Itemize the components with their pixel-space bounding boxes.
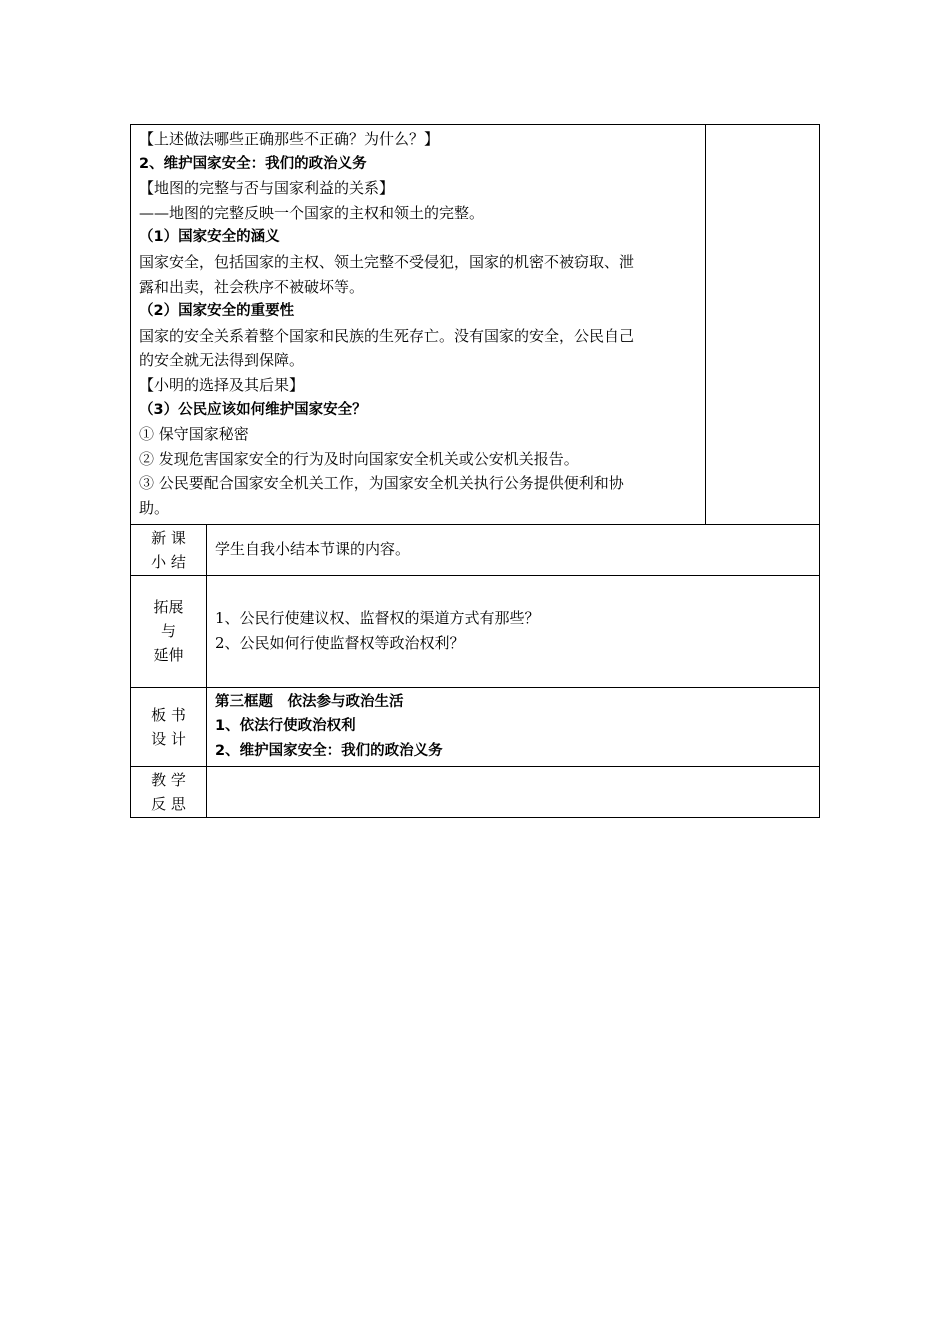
summary-label-line-1: 新 课 [151, 528, 186, 547]
extension-item-1: 1、公民行使建议权、监督权的渠道方式有那些？ [215, 609, 540, 628]
reflection-label-line-1: 教 学 [151, 771, 186, 790]
board-point-1: 1、依法行使政治权利 [215, 718, 356, 735]
content-line: 国家的安全关系着整个国家和民族的生死存亡。没有国家的安全，公民自己 [139, 326, 635, 345]
content-line: 露和出卖，社会秩序不被破坏等。 [139, 277, 365, 296]
extension-item-2: 2、公民如何行使监督权等政治权利？ [215, 634, 465, 652]
board-row [131, 687, 820, 767]
notes-cell [706, 125, 820, 525]
main-content-lines [139, 127, 697, 521]
content-line: （2）国家安全的重要性 [139, 303, 295, 320]
content-line: ① 保守国家秘密 [139, 425, 249, 444]
summary-text: 学生自我小结本节课的内容。 [215, 540, 411, 559]
reflection-label-line-2: 反 思 [151, 795, 186, 814]
board-point-2: 2、维护国家安全：我们的政治义务 [215, 742, 443, 759]
content-line: 【小明的选择及其后果】 [139, 375, 305, 394]
content-line: 助。 [139, 498, 170, 517]
extension-label [131, 575, 207, 687]
extension-label-line-3: 延伸 [153, 646, 184, 664]
reflection-content [207, 767, 820, 818]
extension-label-line-1: 拓展 [153, 598, 184, 616]
content-line: （3）公民应该如何维护国家安全？ [139, 401, 367, 418]
summary-label-line-2: 小 结 [151, 552, 186, 571]
content-line: ② 发现危害国家安全的行为及时向国家安全机关或公安机关报告。 [139, 449, 579, 468]
board-label [131, 687, 207, 767]
content-line: 【地图的完整与否与国家利益的关系】 [139, 179, 395, 198]
main-content-cell [131, 125, 706, 525]
extension-content [207, 575, 820, 687]
summary-row [131, 524, 820, 575]
board-title: 第三框题 依法参与政治生活 [215, 693, 404, 710]
summary-label [131, 524, 207, 575]
content-line: 国家安全，包括国家的主权、领土完整不受侵犯，国家的机密不被窃取、泄 [139, 252, 635, 271]
reflection-label [131, 767, 207, 818]
content-line: 2、维护国家安全：我们的政治义务 [139, 155, 367, 172]
board-content [207, 687, 820, 767]
main-content-row [131, 125, 820, 525]
summary-content [207, 524, 820, 575]
content-line: ③ 公民要配合国家安全机关工作，为国家安全机关执行公务提供便利和协 [139, 474, 624, 493]
lesson-plan-table [130, 124, 820, 818]
content-line: （1）国家安全的涵义 [139, 229, 280, 246]
extension-label-line-2: 与 [160, 622, 176, 640]
reflection-row [131, 767, 820, 818]
board-label-line-1: 板 书 [151, 705, 186, 724]
content-line: ——地图的完整反映一个国家的主权和领土的完整。 [139, 203, 485, 222]
content-line: 【上述做法哪些正确那些不正确？为什么？】 [139, 130, 440, 148]
content-line: 的安全就无法得到保障。 [139, 351, 305, 370]
extension-row [131, 575, 820, 687]
board-label-line-2: 设 计 [151, 729, 186, 748]
